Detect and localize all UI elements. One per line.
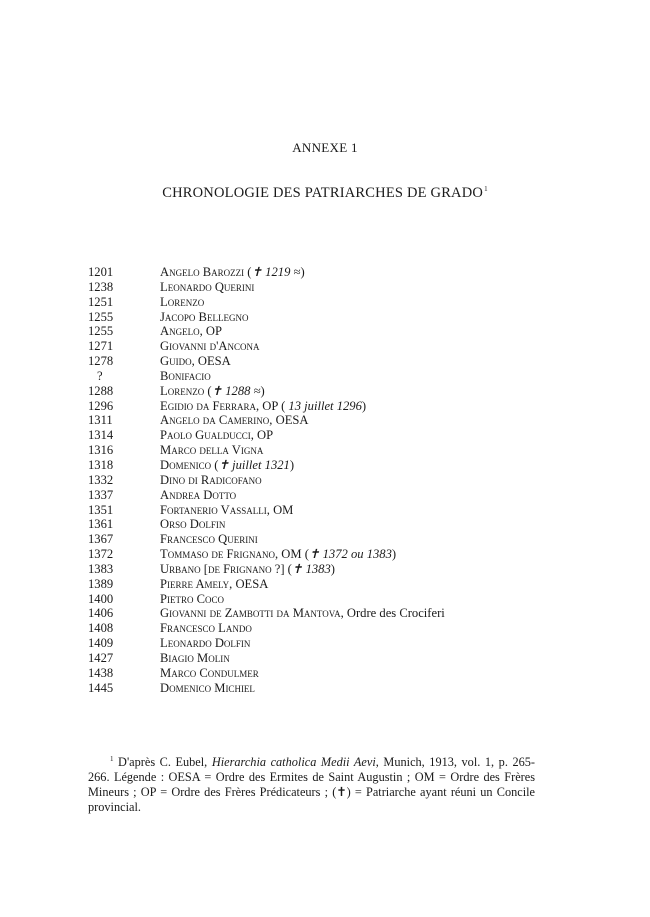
patriarch-close: ) [289,457,295,472]
patriarch-close: ) [300,265,305,279]
patriarch-name-text: Andrea Dotto [160,487,237,502]
patriarch-name [160,562,335,577]
patriarch-row [88,310,558,325]
patriarch-row [88,413,558,428]
patriarch-note: 13 juillet 1296 [288,398,362,413]
patriarch-name-text: Francesco Querini [160,532,258,547]
patriarch-close: ) [361,398,367,413]
patriarch-name-text: Fortanerio Vassalli [160,502,267,517]
patriarch-row [88,517,558,532]
footnote-text-before: D'après C. Eubel, [113,755,212,769]
patriarch-year: 1389 [88,576,114,591]
patriarch-row [88,265,558,280]
patriarch-name-text: Angelo da Camerino [160,413,270,428]
patriarch-name [160,399,366,414]
patriarch-name-text: Angelo [160,324,200,339]
patriarch-name [160,295,204,310]
patriarch-row [88,443,558,458]
patriarch-year: ? [97,368,103,383]
patriarch-name [160,428,273,443]
patriarch-name-text: Egidio da Ferrara [160,398,256,413]
patriarch-row [88,458,558,473]
patriarch-name [160,577,268,592]
patriarch-year: 1372 [88,547,114,562]
patriarch-suffix: , OESA [191,354,231,369]
patriarch-name-text: Marco Condulmer [160,665,259,680]
patriarch-close: ) [330,561,335,576]
patriarch-year: 1383 [88,561,114,576]
patriarch-year: 1408 [88,621,114,636]
patriarch-name-text: Lorenzo [160,294,205,309]
patriarch-row [88,666,558,681]
patriarch-name [160,503,293,518]
patriarch-name-text: Giovanni d'Ancona [160,339,260,354]
patriarch-row [88,324,558,339]
patriarch-suffix: ( [204,383,212,398]
patriarch-name [160,666,259,681]
patriarch-row [88,488,558,503]
patriarch-name-text: Leonardo Dolfin [160,636,251,651]
patriarch-name-text: Orso Dolfin [160,517,226,532]
patriarch-name-text: Lorenzo [160,383,205,398]
patriarch-year: 1367 [88,532,114,547]
patriarch-row [88,621,558,636]
patriarch-name [160,280,254,295]
patriarch-name [160,517,225,532]
patriarch-year: 1255 [88,324,114,339]
patriarch-name-text: Tommaso de Frignano [160,547,275,562]
patriarch-row [88,562,558,577]
patriarch-note: ✝ 1219 ≈ [251,265,301,279]
patriarch-name-text: Jacopo Bellegno [160,309,249,324]
patriarch-year: 1314 [88,428,114,443]
footnote-work-title: Hierarchia catholica Medii Aevi [211,755,376,769]
patriarch-row [88,384,558,399]
title-text: CHRONOLOGIE DES PATRIARCHES DE GRADO [162,185,484,201]
patriarch-row [88,280,558,295]
patriarch-name [160,369,211,384]
patriarch-row [88,369,558,384]
patriarch-name-text: Paolo Gualducci [160,428,251,443]
patriarch-note: ✝ juillet 1321 [218,457,290,472]
patriarch-name [160,384,265,399]
patriarch-name-text: Leonardo Querini [160,279,255,294]
patriarch-name-text: Dino di Radicofano [160,472,262,487]
patriarch-name [160,354,231,369]
patriarch-name-text: Pietro Coco [160,591,225,606]
patriarch-year: 1406 [88,606,114,621]
patriarch-name-text: Domenico Michiel [160,680,255,695]
patriarch-name [160,606,445,621]
patriarch-name-text: Guido [160,354,192,369]
patriarch-name [160,473,262,488]
patriarch-year: 1337 [88,487,114,502]
patriarch-suffix: , OP [199,324,222,339]
patriarch-row [88,428,558,443]
patriarch-suffix: ( [284,561,292,576]
patriarch-row [88,636,558,651]
patriarch-row [88,532,558,547]
patriarch-name [160,681,255,696]
patriarch-suffix: , OP ( [256,398,289,413]
patriarch-list [88,265,558,695]
patriarch-name-text: Angelo Barozzi [160,265,245,279]
footnote-mark: 1 [110,755,114,763]
patriarch-row [88,473,558,488]
patriarch-year: 1318 [88,457,114,472]
patriarch-row [88,681,558,696]
page-title [0,185,650,202]
patriarch-row [88,547,558,562]
patriarch-row [88,295,558,310]
patriarch-row [88,592,558,607]
patriarch-name [160,413,308,428]
patriarch-note: ✝ 1383 [291,561,331,576]
patriarch-suffix: ( [211,457,219,472]
patriarch-name [160,651,230,666]
patriarch-name-text: Pierre Amely [160,576,230,591]
patriarch-year: 1400 [88,591,114,606]
patriarch-name [160,592,224,607]
patriarch-year: 1316 [88,443,114,458]
patriarch-row [88,354,558,369]
patriarch-name-text: Giovanni de Zambotti da Mantova [160,606,341,621]
patriarch-note: ✝ 1372 ou 1383 [308,547,392,562]
patriarch-note: ✝ 1288 ≈ [211,383,261,398]
patriarch-name [160,265,305,280]
patriarch-row [88,339,558,354]
patriarch-row [88,399,558,414]
patriarch-name-text: Marco della Vigna [160,443,264,458]
patriarch-name [160,636,250,651]
patriarch-year: 1251 [88,294,114,309]
patriarch-suffix: , OESA [229,576,269,591]
patriarch-suffix: , OM [266,502,294,517]
patriarch-year: 1311 [88,413,113,428]
patriarch-year: 1278 [88,354,114,369]
patriarch-suffix: ( [244,265,252,279]
patriarch-close: ) [391,547,397,562]
patriarch-year: 1332 [88,472,114,487]
patriarch-row [88,577,558,592]
patriarch-year: 1351 [88,502,114,517]
patriarch-year: 1445 [88,680,114,695]
patriarch-year: 1271 [88,339,114,354]
title-footnote-mark: 1 [484,185,488,193]
patriarch-suffix: , OM ( [275,547,309,562]
patriarch-name-text: Biagio Molin [160,650,230,665]
patriarch-close: ) [260,383,265,398]
patriarch-suffix: , Ordre des Crociferi [340,606,445,621]
patriarch-suffix: , OP [250,428,274,443]
patriarch-name-text: Francesco Lando [160,621,252,636]
patriarch-name [160,324,222,339]
patriarch-year: 1255 [88,309,114,324]
annexe-heading: ANNEXE 1 [292,140,358,155]
patriarch-name-text: Domenico [160,457,212,472]
patriarch-row [88,503,558,518]
patriarch-name-text: Urbano [de Frignano ?] [160,561,285,576]
patriarch-year: 1238 [88,279,114,294]
patriarch-name [160,458,294,473]
patriarch-name [160,310,248,325]
patriarch-year: 1201 [88,265,114,279]
patriarch-name [160,339,259,354]
patriarch-year: 1427 [88,650,114,665]
patriarch-year: 1296 [88,398,114,413]
patriarch-name [160,488,236,503]
patriarch-year: 1409 [88,636,114,651]
patriarch-name [160,547,396,562]
patriarch-suffix: , OESA [269,413,309,428]
patriarch-name [160,621,252,636]
footnote-text-after: , Munich, 1913, vol. 1, p. 265-266. Légende : OESA = Ordre des Ermites de Saint Augustin ; OM = Ordre des Frères Mineurs ; OP = Ordre des Frères Prédicateurs ; (✝) = Patriarche ayant réuni un Concile provincial. [88,755,535,814]
patriarch-row [88,651,558,666]
patriarch-name [160,532,258,547]
patriarch-year: 1361 [88,517,114,532]
patriarch-year: 1438 [88,665,114,680]
patriarch-row [88,606,558,621]
patriarch-year: 1288 [88,383,114,398]
patriarch-name-text: Bonifacio [160,368,211,383]
patriarch-name [160,443,263,458]
footnote [88,752,535,815]
